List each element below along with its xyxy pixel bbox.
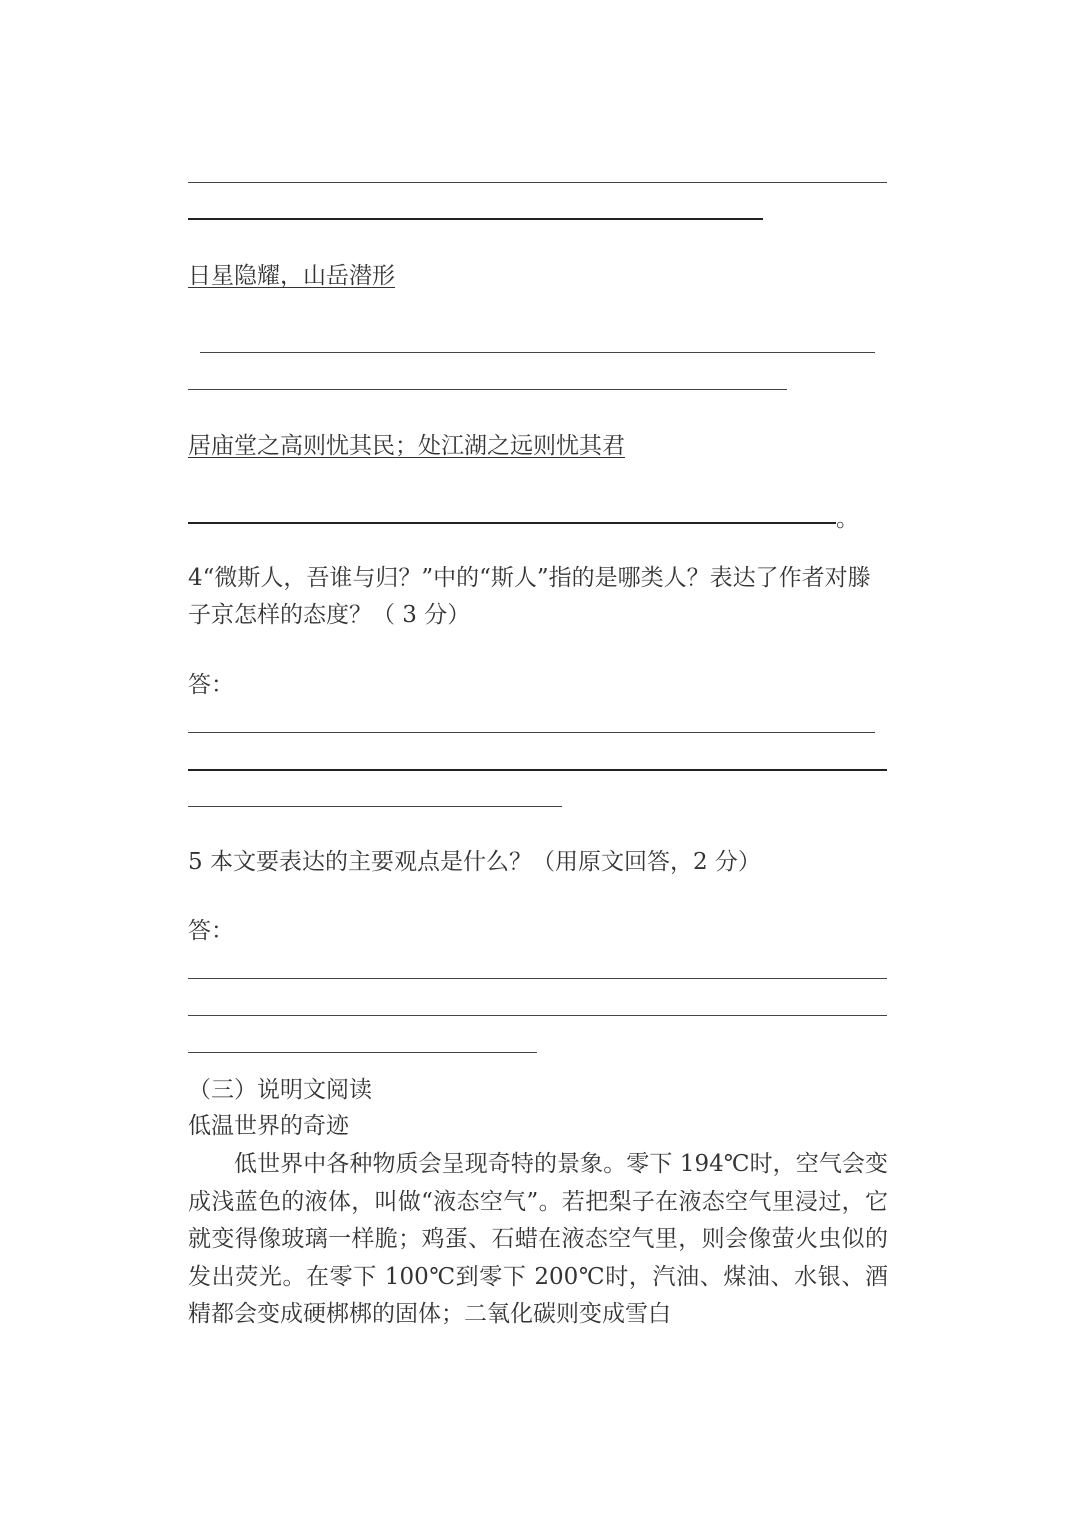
answer-line[interactable] (188, 732, 875, 733)
question-5: 5 本文要表达的主要观点是什么？（用原文回答，2 分） (188, 849, 761, 875)
answer-line[interactable] (188, 978, 887, 979)
answer-label: 答： (188, 918, 234, 944)
answer-line[interactable] (188, 1015, 887, 1016)
answer-line[interactable] (188, 806, 562, 807)
question-4: 4“微斯人，吾谁与归？”中的“斯人”指的是哪类人？表达了作者对滕子京怎样的态度？（ 3 分） (188, 565, 871, 628)
answer-line[interactable] (188, 389, 787, 390)
answer-line[interactable] (188, 769, 887, 771)
article-paragraph: 低世界中各种物质会呈现奇特的景象。零下 194℃时，空气会变成浅蓝色的液体，叫做“液态空气”。若把梨子在液态空气里浸过，它就变得像玻璃一样脆；鸡蛋、石蜡在液态空气里，则会像萤火虫似的发出荧光。在零下 100℃到零下 200℃时，汽油、煤油、水银、酒精都会变成硬梆梆的固体；二氧化碳则变成雪白 (188, 1151, 888, 1327)
answer-line[interactable] (200, 352, 875, 353)
answer-label: 答： (188, 672, 234, 698)
quote-prompt-1: 日星隐耀，山岳潜形 (188, 263, 395, 289)
answer-line[interactable] (188, 1052, 537, 1053)
article-title: 低温世界的奇迹 (188, 1113, 349, 1139)
answer-line[interactable] (188, 522, 836, 524)
answer-line[interactable] (188, 182, 887, 183)
section-heading: （三）说明文阅读 (188, 1077, 372, 1103)
period-mark: 。 (836, 506, 859, 532)
answer-line[interactable] (188, 218, 763, 220)
quote-prompt-2: 居庙堂之高则忧其民；处江湖之远则忧其君 (188, 433, 625, 459)
